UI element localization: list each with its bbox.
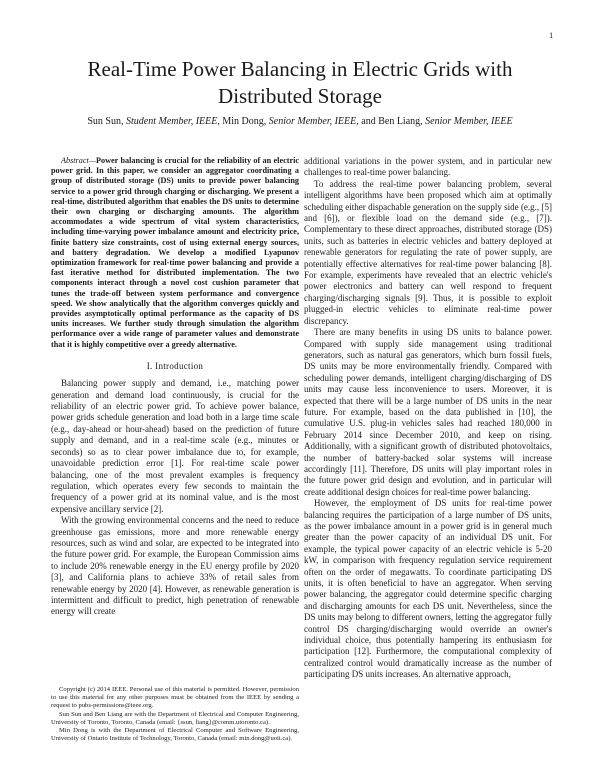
author-name: Min Dong,: [222, 116, 267, 127]
abstract: [51, 156, 299, 350]
paragraph: additional variations in the power system, and in particular new challenges to real-time power balancing.: [304, 156, 552, 178]
paragraph: With the growing environmental concerns and the need to reduce greenhouse gas emissions, more and more renewable energy resources, such as wind and solar, are expected to be integrated into the future power grid. For example, the European Commission aims to include 20% renewable energy in the EU energy profile by 2020 [3], and California plans to achieve 33% of retail sales from renewable energy by 2020 [4]. However, as renewable generation is intermittent and difficult to predict, high penetration of renewable energy will create: [51, 515, 299, 617]
paper-title: Real-Time Power Balancing in Electric Grids with Distributed Storage: [87, 57, 513, 108]
paragraph: However, the employment of DS units for real-time power balancing requires the participation of a large number of DS units, as the power imbalance amount in a power grid is in general much greater than the power capacity of an individual DS unit. For example, the typical power capacity of an electric vehicle is 5-20 kW, in comparison with frequency regulation service requirement often on the order of megawatts. To coordinate participating DS units, it is often beneficial to have an aggregator. When serving power balancing, the aggregator could determine specific charging and discharging amounts for each DS unit. Nevertheless, since the DS units may belong to different owners, letting the aggregator fully control DS charging/discharging would override an owner's individual choice, thus potentially hampering its enthusiasm for participation [12]. Furthermore, the computational complexity of centralized control would dramatically increase as the number of participating DS units increases. An alternative approach,: [304, 498, 552, 680]
right-column: [304, 156, 552, 681]
footnote-affiliation: Min Dong is with the Department of Electrical Computer and Software Engineering, University of Ontario Institute of Technology, Toronto, Canada (email: min.dong@uoit.ca).: [51, 727, 299, 743]
footnote-affiliation: Sun Sun and Ben Liang are with the Department of Electrical and Computer Engineering, University of Toronto, Toronto, Canada (email: {ssun, liang}@comm.utoronto.ca).: [51, 710, 299, 726]
abstract-body: Power balancing is crucial for the reliability of an electric power grid. In this paper, we consider an aggregator coordinating a group of distributed storage (DS) units to provide power balancing service to a power grid through charging or discharging. We present a real-time, distributed algorithm that enables the DS units to determine their own charging or discharging amounts. The algorithm accommodates a wide spectrum of vital system characteristics, including time-varying power imbalance amount and electricity price, finite battery size constraints, cost of using external energy sources, and battery degradation. We develop a modified Lyapunov optimization framework for real-time power balancing and provide a fast iterative method for distributed implementation. The two components interact through a novel cost cushion parameter that tunes the trade-off between system performance and convergence speed. We show analytically that the algorithm converges quickly and provides asymptotically optimal performance as the capacity of DS units increases. We further study through simulation the algorithm performance over a wide range of parameter values and demonstrate that it is highly competitive over a greedy alternative.: [51, 156, 299, 349]
footnotes: [51, 686, 299, 743]
author-name: and Ben Liang,: [361, 116, 423, 127]
section-heading: I. Introduction: [146, 360, 204, 371]
paragraph: There are many benefits in using DS units to balance power. Compared with supply side management using traditional generators, such as natural gas generators, which burn fossil fuels, DS units may be more environmentally friendly. Compared with scheduling power demands, intelligent charging/discharging of DS units may cause less inconvenience to users. Moreover, it is expected that there will be a large number of DS units in the near future. For example, based on the data published in [10], the cumulative U.S. plug-in vehicles sales had reached 180,000 in February 2014 since December 2010, and keep on rising. Additionally, with a significant growth of distributed photovoltaics, the number of battery-backed solar systems will increase accordingly [11]. Therefore, DS units will play important roles in the future power grid design and evolution, and in particular will create additional design choices for real-time power balancing.: [304, 327, 552, 497]
author-line: [40, 116, 560, 128]
author-role: Senior Member, IEEE: [425, 116, 513, 127]
paragraph: Balancing power supply and demand, i.e., matching power generation and demand load continuously, is crucial for the reliability of an electric power grid. To achieve power balance, power grids schedule generation and load both in a large time scale (e.g., day-ahead or hour-ahead) based on the prediction of future supply and demand, and in a real-time scale (e.g., minutes or seconds) so as to clear power imbalance due to, for example, unavoidable prediction error [1]. For real-time scale power balancing, one of the most prevalent examples is frequency regulation, which operates every few seconds to maintain the frequency of a power grid at its nominal value, and is the most expensive ancillary service [2].: [51, 378, 299, 514]
author-name: Sun Sun,: [87, 116, 124, 127]
left-column: [51, 156, 299, 618]
footnote-copyright: Copyright (c) 2014 IEEE. Personal use of this material is permitted. However, permission to use this material for any other purposes must be obtained from the IEEE by sending a request to pubs-permissions@ieee.org.: [51, 686, 299, 710]
author-role: Student Member, IEEE,: [126, 116, 220, 127]
abstract-label: Abstract—: [61, 156, 97, 165]
paragraph: To address the real-time power balancing problem, several intelligent algorithms have been proposed which aim at optimally scheduling either dispachable generation on the supply side (e.g., [5] and [6]), or flexible load on the demand side (e.g., [7]). Complementary to these direct approaches, distributed storage (DS) units, such as batteries in electric vehicles and battery deployed at renewable generators for regulating the rate of power supply, are potentially effective alternatives for real-time power balancing [8]. For example, experiments have revealed that an electric vehicle's power electronics and battery can well respond to frequent charging/discharging signals [9]. Thus, it is possible to exploit plugged-in electric vehicles to eliminate real-time power discrepancy.: [304, 178, 552, 326]
page-number: 1: [549, 30, 554, 40]
author-role: Senior Member, IEEE,: [268, 116, 359, 127]
